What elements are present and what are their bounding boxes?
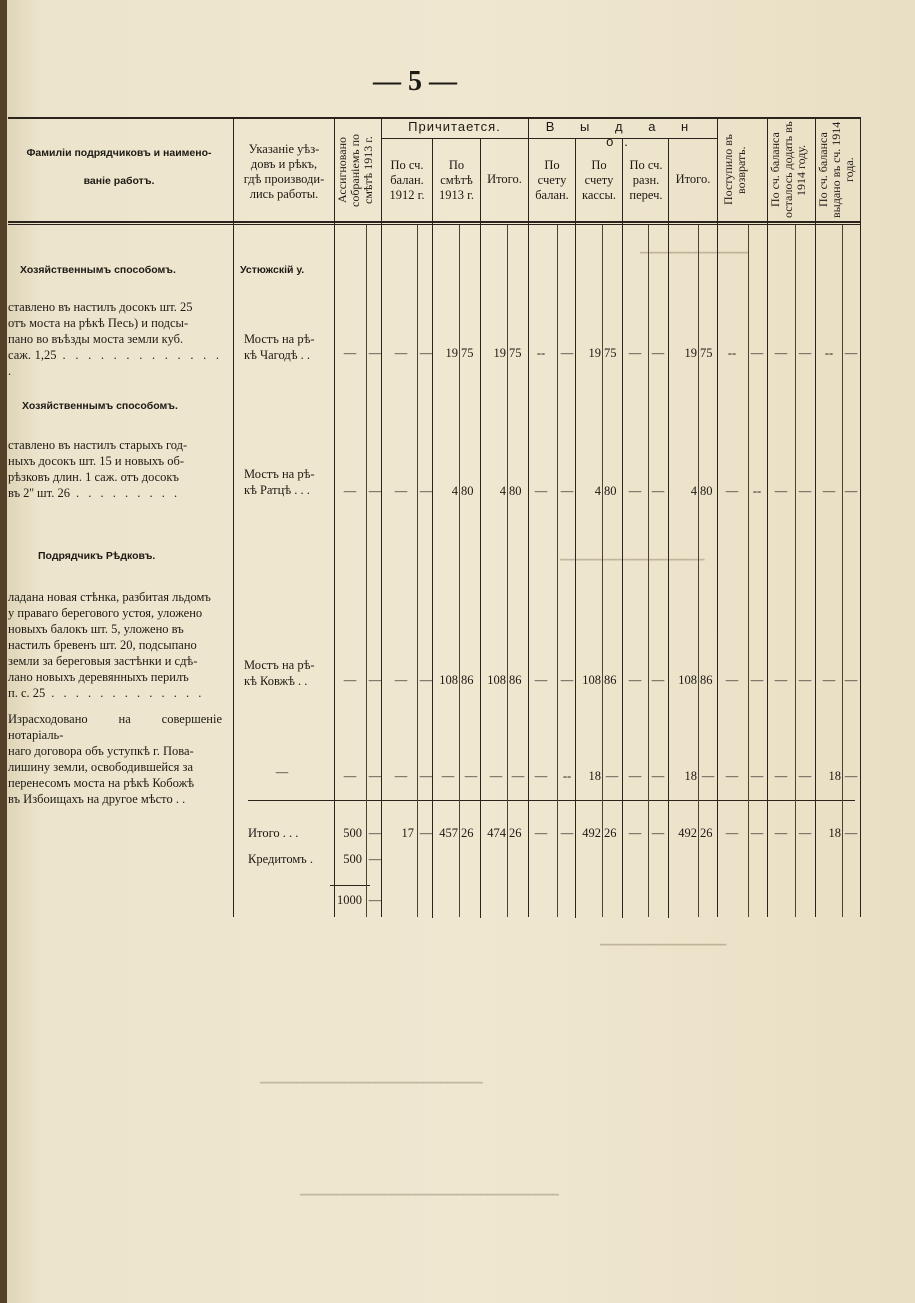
col-rule-paid-cash (575, 138, 576, 918)
dash: — (394, 484, 408, 498)
dash: — (628, 484, 642, 498)
due-total-kop: 86 (509, 673, 522, 687)
col-rule-location (233, 117, 234, 917)
dash: -- (727, 346, 737, 360)
paid-cash-rub: 19 (588, 346, 601, 360)
col-header-remaining: По сч. баланса осталось додать въ 1914 году. (768, 121, 808, 219)
dash: — (844, 826, 858, 840)
paid-cash-rub: 108 (582, 673, 601, 687)
col-header-issued: По сч. баланса выдано въ сч. 1914 года. (816, 121, 856, 219)
dash: — (750, 346, 764, 360)
col-rule-assigned (334, 117, 335, 917)
dash: — (489, 769, 503, 783)
total-paid-cash-kop: 26 (604, 826, 617, 840)
dash: — (798, 484, 812, 498)
paid-total-kop: 80 (700, 484, 713, 498)
col-header-location: Указаніе уѣз- довъ и рѣкъ, гдѣ производи- лись работы. (243, 142, 325, 201)
section-heading: Хозяйственнымъ способомъ. (20, 264, 176, 276)
dash: — (343, 769, 357, 783)
dash: — (394, 346, 408, 360)
top-rule (8, 117, 233, 119)
dash: — (774, 826, 788, 840)
due-est-rub: 4 (451, 484, 458, 498)
dash: — (822, 673, 836, 687)
dash: — (651, 346, 665, 360)
col-rule-paid (528, 117, 529, 917)
dash: — (275, 765, 289, 779)
col-rule-issued (815, 117, 816, 917)
kop-rule (417, 225, 418, 917)
due-est-kop: 86 (461, 673, 474, 687)
paid-total-kop: 75 (700, 346, 713, 360)
kop-rule (602, 225, 603, 917)
col-header-due-total: Итого. (487, 172, 522, 186)
dash: — (651, 484, 665, 498)
totals-rule (248, 800, 855, 801)
dash: — (464, 769, 478, 783)
dash: — (725, 484, 739, 498)
paid-cash-kop: 80 (604, 484, 617, 498)
total-due-total-rub: 474 (487, 826, 506, 840)
dash: — (605, 769, 619, 783)
paid-total-kop: 86 (700, 673, 713, 687)
col-rule-due-est (432, 138, 433, 918)
dash: — (560, 673, 574, 687)
work-description: ставлено въ настилъ старыхъ год- ныхъ досокъ шт. 15 и новыхъ об- рѣзковъ длин. 1 саж. отъ досокъ въ 2'' шт. 26 . . . . . . . . . (8, 438, 188, 500)
dash: — (534, 826, 548, 840)
dash: — (534, 484, 548, 498)
total-paid-total-rub: 492 (678, 826, 697, 840)
dash: — (798, 769, 812, 783)
dash: — (534, 769, 548, 783)
col-header-name: Фамиліи подрядчиковъ и наимено- ваніе работъ. (26, 147, 212, 187)
dash: — (368, 769, 382, 783)
paid-cash-rub: 4 (594, 484, 601, 498)
dash: — (798, 826, 812, 840)
dash: — (368, 852, 382, 866)
dash: — (628, 826, 642, 840)
dash: — (844, 673, 858, 687)
col-header-paid-bal: По счету балан. (535, 158, 569, 202)
dash: — (419, 673, 433, 687)
dash: — (651, 673, 665, 687)
work-description: Израсходовано на совершеніе нотаріаль- наго договора объ уступкѣ г. Пова- лишину земли, освободившейся за перенесомъ моста на рѣкѣ Кобожѣ въ Избоищахъ на другое мѣсто . . (8, 712, 222, 806)
credit-rule (330, 885, 370, 886)
due-total-rub: 4 (499, 484, 506, 498)
dash: — (419, 769, 433, 783)
section-heading: Хозяйственнымъ способомъ. (22, 400, 178, 412)
dash: — (774, 769, 788, 783)
dash: -- (562, 769, 572, 783)
dash: — (798, 673, 812, 687)
dash: — (560, 826, 574, 840)
dash: — (368, 893, 382, 907)
group-header-due: Причитается. (408, 119, 501, 134)
work-description: ладана новая стѣнка, разбитая льдомъ у праваго берегового устоя, уложено новыхъ балокъ шт. 5, уложено въ настилъ бревенъ шт. 20, подсыпано земли за береговыя застѣнки и сдѣ- лано новыхъ деревянныхъ перилъ п. с. 25 . . . . . . . . . . . . . (8, 590, 211, 700)
due-total-rub: 108 (487, 673, 506, 687)
dash: — (628, 346, 642, 360)
total-assigned: 500 (343, 826, 362, 840)
issued-1914-rub: 18 (828, 769, 841, 783)
total-paid-cash-rub: 492 (582, 826, 601, 840)
dash: — (798, 346, 812, 360)
district-label: Устюжскій у. (240, 264, 305, 276)
dash: — (560, 346, 574, 360)
dash: — (750, 769, 764, 783)
col-rule-due (381, 117, 382, 917)
bleed-through: ━━━━━━━━━━━━━━━━━━━━━━━━━━━━━━━━━━━━━━━━━━━ (300, 1190, 559, 1201)
dash: — (844, 769, 858, 783)
dash: — (368, 484, 382, 498)
kop-rule (366, 225, 367, 917)
kop-rule (507, 225, 508, 917)
dash: — (534, 673, 548, 687)
dash: — (343, 346, 357, 360)
grand-total: 1000 (337, 893, 362, 907)
bridge-location: Мостъ на рѣ- кѣ Чагодѣ . . (244, 332, 315, 362)
dash: — (750, 826, 764, 840)
bleed-through: ━━━━━━━━━━━━━━━━━━━━━━━━━━━━━━━━━━━━━ (260, 1078, 483, 1089)
paid-cash-kop: 75 (604, 346, 617, 360)
col-header-paid-total: Итого. (675, 172, 711, 186)
kop-rule (698, 225, 699, 917)
total-due-bal: 17 (401, 826, 414, 840)
col-rule-due-total (480, 138, 481, 918)
dash: — (628, 769, 642, 783)
dash: — (844, 484, 858, 498)
bleed-through: ━━━━━━━━━━━━━━━━━━━━━━━━ (560, 555, 705, 566)
dash: — (774, 346, 788, 360)
page-edge (0, 0, 7, 1303)
col-rule-paid-total (668, 138, 669, 918)
dash: — (343, 673, 357, 687)
section-heading: Подрядчикъ Рѣдковъ. (38, 550, 156, 562)
dash: — (725, 826, 739, 840)
due-est-rub: 19 (445, 346, 458, 360)
bleed-through: ━━━━━━━━━━━━━━━━━━━━━ (600, 940, 727, 951)
header-bottom-rule (8, 221, 860, 223)
due-est-rub: 108 (439, 673, 458, 687)
dash: — (394, 673, 408, 687)
work-description: ставлено въ настилъ досокъ шт. 25 отъ моста на рѣкѣ Песь) и подсы- пано во въѣзды моста земли куб. саж. 1,25 . . . . . . . . . . . . . . (8, 300, 223, 378)
paid-total-rub: 4 (690, 484, 697, 498)
dash: — (774, 673, 788, 687)
page-number: — 5 — (373, 66, 457, 97)
col-rule-returned (717, 117, 718, 917)
dash: — (419, 484, 433, 498)
kop-rule (842, 225, 843, 917)
due-total-rub: 19 (493, 346, 506, 360)
col-header-due-est: По смѣтѣ 1913 г. (439, 158, 474, 202)
dash: -- (824, 346, 834, 360)
dash: — (651, 769, 665, 783)
paid-cash-kop: 86 (604, 673, 617, 687)
kop-rule (748, 225, 749, 917)
dash: — (394, 769, 408, 783)
total-due-total-kop: 26 (509, 826, 522, 840)
dash: — (343, 484, 357, 498)
col-rule-paid-misc (622, 138, 623, 918)
group-header-paid: В ы д а н о. (545, 119, 700, 149)
kop-rule (795, 225, 796, 917)
bleed-through: ━━━━━━━━━━━━━━━━━━ (640, 248, 749, 259)
col-header-paid-misc: По сч. разн. переч. (629, 158, 663, 202)
dash: — (628, 673, 642, 687)
col-header-assigned: Ассигновано собраніемъ по смѣтѣ 1913 г. (335, 133, 375, 207)
dash: — (419, 346, 433, 360)
due-est-kop: 75 (461, 346, 474, 360)
kop-rule (648, 225, 649, 917)
col-header-due-bal: По сч. балан. 1912 г. (389, 158, 425, 202)
total-paid-total-kop: 26 (700, 826, 713, 840)
credit-label: Кредитомъ . (248, 852, 313, 866)
dash: — (701, 769, 715, 783)
dash: — (844, 346, 858, 360)
total-issued-1914: 18 (828, 826, 841, 840)
totals-label: Итого . . . (248, 826, 299, 840)
dash: — (419, 826, 433, 840)
col-header-paid-cash: По счету кассы. (581, 158, 617, 202)
dash: — (725, 673, 739, 687)
dash: — (368, 826, 382, 840)
dash: — (441, 769, 455, 783)
dash: — (774, 484, 788, 498)
due-total-kop: 80 (509, 484, 522, 498)
total-due-est-kop: 26 (461, 826, 474, 840)
bridge-location: Мостъ на рѣ- кѣ Ковжѣ . . (244, 658, 315, 688)
dash: -- (752, 484, 762, 498)
kop-rule (557, 225, 558, 917)
dash: — (368, 673, 382, 687)
dash: — (560, 484, 574, 498)
paid-total-rub: 18 (684, 769, 697, 783)
dash: -- (536, 346, 546, 360)
dash: — (368, 346, 382, 360)
col-rule-remaining (767, 117, 768, 917)
col-rule-right (860, 117, 861, 917)
paid-cash-rub: 18 (588, 769, 601, 783)
dash: — (725, 769, 739, 783)
bridge-location: Мостъ на рѣ- кѣ Ратцѣ . . . (244, 467, 315, 497)
dash: — (511, 769, 525, 783)
due-total-kop: 75 (509, 346, 522, 360)
header-bottom-rule (8, 224, 860, 225)
dash: — (651, 826, 665, 840)
kop-rule (459, 225, 460, 917)
due-est-kop: 80 (461, 484, 474, 498)
credit-value: 500 (343, 852, 362, 866)
dash: — (822, 484, 836, 498)
paid-total-rub: 19 (684, 346, 697, 360)
dash: — (750, 673, 764, 687)
paid-total-rub: 108 (678, 673, 697, 687)
total-due-est-rub: 457 (439, 826, 458, 840)
col-header-returned: Поступило въ возвратъ. (721, 134, 748, 206)
